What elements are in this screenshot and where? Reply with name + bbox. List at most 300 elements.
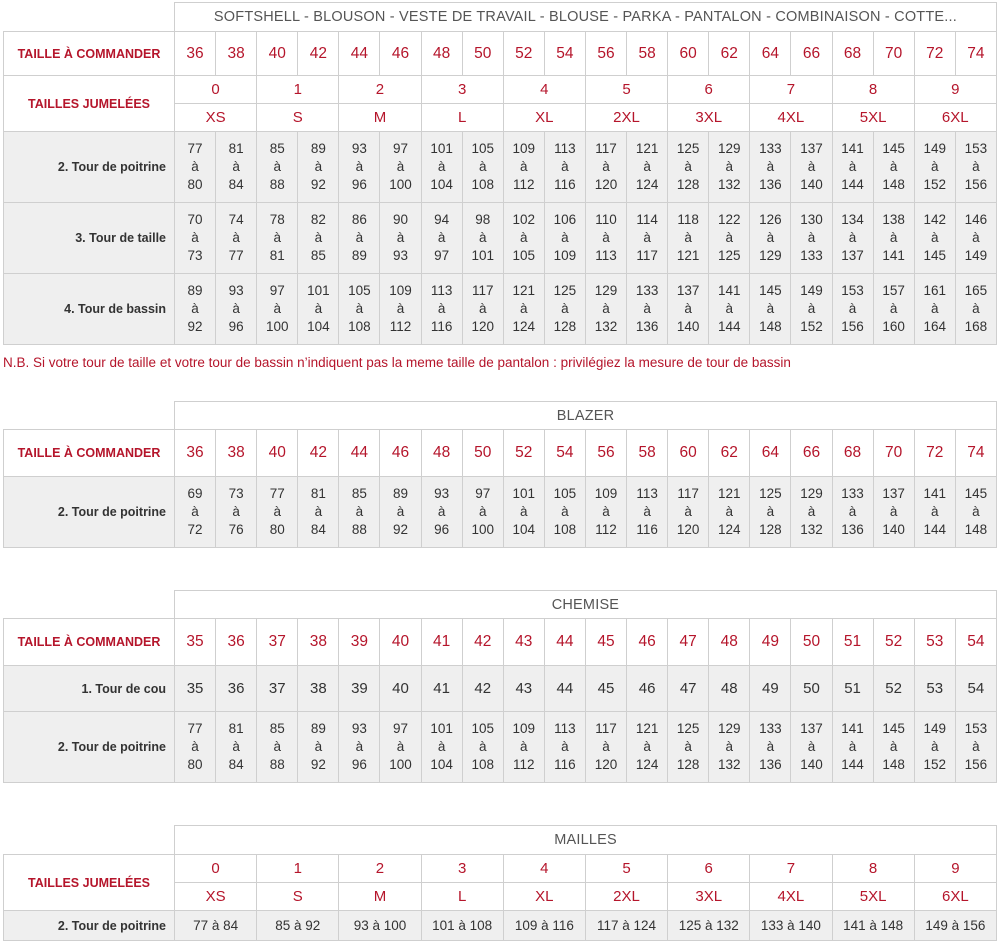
measure-range-cell [873, 132, 914, 203]
measure-range-cell [585, 712, 626, 783]
order-size-value: 52 [503, 32, 544, 76]
twin-size-number: 6 [668, 855, 750, 883]
measure-row-label: 3. Tour de taille [4, 203, 175, 274]
range-from: 101 [512, 486, 536, 501]
range-to: 88 [351, 522, 367, 537]
range-from: 134 [841, 212, 864, 227]
range-to: 97 [434, 248, 450, 263]
range-connector: à [807, 159, 816, 174]
range-to: 145 [923, 248, 946, 263]
range-from: 102 [512, 212, 536, 227]
twin-size-letter: 5XL [832, 104, 914, 132]
order-size-value: 47 [668, 619, 709, 666]
range-from: 93 [228, 283, 244, 298]
chest-range-value: 141 à 148 [832, 911, 914, 941]
range-to: 92 [310, 757, 326, 772]
neck-size-value: 35 [175, 666, 216, 712]
order-size-value: 46 [380, 430, 421, 477]
range-to: 148 [964, 522, 988, 537]
range-connector: à [232, 301, 240, 316]
range-to: 84 [228, 757, 244, 772]
range-connector: à [725, 504, 734, 519]
range-to: 144 [841, 177, 864, 192]
range-connector: à [355, 301, 364, 316]
range-to: 93 [393, 248, 409, 263]
measure-range-cell [955, 274, 996, 345]
measure-range-cell [873, 203, 914, 274]
order-size-value: 50 [462, 32, 503, 76]
range-to: 105 [512, 248, 536, 263]
order-size-value: 60 [668, 430, 709, 477]
range-to: 140 [800, 757, 823, 772]
measure-range-cell [257, 477, 298, 548]
range-to: 100 [471, 522, 494, 537]
range-connector: à [437, 739, 446, 754]
range-connector: à [766, 739, 775, 754]
range-from: 126 [759, 212, 782, 227]
range-to: 108 [553, 522, 577, 537]
range-connector: à [191, 159, 199, 174]
range-from: 118 [677, 212, 699, 227]
range-to: 148 [882, 757, 905, 772]
measure-range-cell [709, 274, 750, 345]
range-from: 106 [553, 212, 577, 227]
range-connector: à [684, 159, 692, 174]
range-connector: à [314, 301, 323, 316]
range-connector: à [191, 739, 199, 754]
range-to: 92 [393, 522, 409, 537]
range-from: 81 [228, 721, 244, 736]
range-to: 112 [595, 522, 617, 537]
range-to: 81 [269, 248, 285, 263]
twin-size-label: TAILLES JUMELÉES [4, 855, 175, 911]
range-to: 128 [553, 319, 577, 334]
range-from: 125 [676, 141, 700, 156]
range-from: 94 [434, 212, 450, 227]
range-from: 157 [882, 283, 905, 298]
range-from: 133 [759, 721, 782, 736]
twin-size-number: 2 [339, 76, 421, 104]
range-to: 140 [676, 319, 700, 334]
measure-range-cell [627, 132, 668, 203]
twin-size-letter: 4XL [750, 104, 832, 132]
range-connector: à [972, 159, 980, 174]
range-connector: à [396, 504, 405, 519]
measure-range-cell [503, 274, 544, 345]
range-to: 136 [759, 757, 782, 772]
range-to: 124 [512, 319, 536, 334]
twin-size-number: 6 [668, 76, 750, 104]
range-to: 168 [964, 319, 988, 334]
neck-size-value: 40 [380, 666, 421, 712]
range-from: 141 [841, 141, 864, 156]
measure-range-cell [709, 132, 750, 203]
range-connector: à [232, 159, 240, 174]
range-connector: à [520, 230, 528, 245]
order-size-value: 70 [873, 32, 914, 76]
measure-range-cell [544, 132, 585, 203]
range-to: 113 [595, 248, 617, 263]
range-to: 84 [310, 522, 326, 537]
measure-range-cell [503, 203, 544, 274]
range-connector: à [972, 301, 980, 316]
measure-range-cell [421, 203, 462, 274]
range-to: 132 [718, 177, 741, 192]
range-from: 113 [636, 486, 658, 501]
order-size-value: 42 [462, 619, 503, 666]
range-from: 77 [187, 721, 203, 736]
twin-size-number: 8 [832, 76, 914, 104]
range-to: 124 [718, 522, 741, 537]
measure-range-cell [421, 712, 462, 783]
range-connector: à [520, 301, 528, 316]
range-to: 100 [389, 757, 412, 772]
twin-size-letter: XL [503, 104, 585, 132]
range-from: 74 [228, 212, 244, 227]
range-to: 80 [187, 757, 203, 772]
range-connector: à [437, 230, 446, 245]
twin-size-letter: S [257, 883, 339, 911]
range-to: 96 [351, 757, 367, 772]
order-size-value: 43 [503, 619, 544, 666]
blazer-section [3, 401, 997, 548]
range-from: 149 [923, 141, 946, 156]
order-size-value: 66 [791, 430, 832, 477]
order-size-value: 42 [298, 430, 339, 477]
range-from: 133 [841, 486, 864, 501]
measure-range-cell [709, 712, 750, 783]
range-from: 129 [718, 721, 741, 736]
measure-range-cell [627, 477, 668, 548]
measure-range-cell [873, 712, 914, 783]
range-connector: à [684, 504, 692, 519]
range-connector: à [355, 504, 364, 519]
neck-size-value: 42 [462, 666, 503, 712]
range-to: 136 [635, 319, 659, 334]
range-from: 125 [553, 283, 577, 298]
range-from: 129 [594, 283, 618, 298]
neck-size-value: 41 [421, 666, 462, 712]
measure-range-cell [421, 274, 462, 345]
range-from: 145 [882, 721, 905, 736]
chemise-section [3, 590, 997, 783]
order-size-value: 38 [216, 32, 257, 76]
measure-range-cell [955, 203, 996, 274]
range-connector: à [437, 159, 446, 174]
range-connector: à [766, 301, 775, 316]
range-from: 142 [923, 212, 946, 227]
blazer-size-table [3, 401, 997, 548]
neck-size-value: 45 [585, 666, 626, 712]
order-size-value: 64 [750, 430, 791, 477]
range-connector: à [930, 301, 939, 316]
range-from: 122 [718, 212, 741, 227]
order-size-value: 54 [955, 619, 996, 666]
chest-range-value: 125 à 132 [668, 911, 750, 941]
range-to: 73 [187, 248, 203, 263]
order-size-value: 44 [544, 619, 585, 666]
range-to: 100 [265, 319, 289, 334]
order-size-value: 36 [216, 619, 257, 666]
range-from: 117 [595, 141, 617, 156]
chest-range-value: 133 à 140 [750, 911, 832, 941]
measure-range-cell [298, 274, 339, 345]
range-connector: à [972, 739, 980, 754]
twin-size-number: 0 [175, 76, 257, 104]
neck-size-value: 49 [750, 666, 791, 712]
range-from: 153 [964, 141, 988, 156]
range-connector: à [478, 159, 487, 174]
range-to: 112 [389, 319, 412, 334]
measure-range-cell [380, 203, 421, 274]
neck-size-value: 36 [216, 666, 257, 712]
range-connector: à [972, 230, 980, 245]
range-to: 121 [676, 248, 700, 263]
range-connector: à [684, 230, 692, 245]
range-connector: à [561, 739, 569, 754]
range-from: 89 [187, 283, 203, 298]
chest-range-value: 109 à 116 [503, 911, 585, 941]
twin-size-number: 1 [257, 855, 339, 883]
order-size-value: 64 [750, 32, 791, 76]
twin-size-number: 8 [832, 855, 914, 883]
range-connector: à [561, 159, 569, 174]
measure-range-cell [462, 477, 503, 548]
range-from: 101 [430, 721, 453, 736]
range-from: 133 [759, 141, 782, 156]
order-size-value: 41 [421, 619, 462, 666]
range-from: 161 [923, 283, 946, 298]
twin-size-letter: L [421, 104, 503, 132]
range-from: 129 [718, 141, 741, 156]
range-from: 105 [471, 721, 494, 736]
range-from: 145 [964, 486, 988, 501]
measure-range-cell [298, 203, 339, 274]
range-from: 101 [307, 283, 330, 298]
range-from: 138 [882, 212, 905, 227]
order-size-value: 58 [627, 32, 668, 76]
range-from: 105 [348, 283, 371, 298]
range-to: 88 [269, 177, 285, 192]
twin-size-number: 0 [175, 855, 257, 883]
twin-size-number: 4 [503, 76, 585, 104]
order-size-value: 40 [257, 430, 298, 477]
measure-range-cell [955, 477, 996, 548]
range-from: 137 [800, 141, 823, 156]
range-connector: à [191, 504, 199, 519]
measure-range-cell [216, 477, 257, 548]
range-connector: à [355, 739, 364, 754]
measure-range-cell [339, 203, 380, 274]
chest-range-value: 117 à 124 [585, 911, 667, 941]
range-connector: à [478, 301, 487, 316]
order-size-value: 48 [421, 32, 462, 76]
measure-range-cell [503, 477, 544, 548]
range-to: 129 [759, 248, 782, 263]
range-connector: à [889, 230, 898, 245]
measure-range-cell [503, 712, 544, 783]
range-connector: à [520, 504, 528, 519]
twin-size-number: 3 [421, 855, 503, 883]
range-connector: à [848, 739, 857, 754]
range-from: 90 [393, 212, 409, 227]
range-connector: à [643, 504, 651, 519]
twin-size-number: 7 [750, 855, 832, 883]
measure-range-cell [585, 477, 626, 548]
neck-size-value: 50 [791, 666, 832, 712]
measure-range-cell [709, 477, 750, 548]
measure-range-cell [380, 712, 421, 783]
twin-size-letter: S [257, 104, 339, 132]
range-from: 145 [759, 283, 782, 298]
measure-range-cell [832, 203, 873, 274]
range-to: 125 [718, 248, 741, 263]
range-connector: à [314, 504, 323, 519]
range-connector: à [561, 301, 569, 316]
range-from: 109 [389, 283, 412, 298]
twin-size-number: 4 [503, 855, 585, 883]
order-size-value: 37 [257, 619, 298, 666]
range-to: 108 [471, 757, 494, 772]
measure-range-cell [257, 132, 298, 203]
range-to: 128 [759, 522, 782, 537]
range-from: 133 [635, 283, 659, 298]
range-to: 89 [351, 248, 367, 263]
measure-range-cell [175, 203, 216, 274]
chemise-table-title: CHEMISE [175, 591, 997, 619]
chest-range-value: 93 à 100 [339, 911, 421, 941]
range-to: 76 [228, 522, 244, 537]
range-connector: à [561, 504, 569, 519]
order-size-value: 46 [380, 32, 421, 76]
range-connector: à [602, 301, 610, 316]
range-to: 124 [635, 757, 659, 772]
range-connector: à [643, 301, 651, 316]
range-from: 101 [430, 141, 453, 156]
order-size-value: 74 [955, 430, 996, 477]
neck-size-value: 38 [298, 666, 339, 712]
range-connector: à [889, 739, 898, 754]
measure-range-cell [257, 203, 298, 274]
measure-range-cell [585, 274, 626, 345]
range-connector: à [602, 230, 610, 245]
range-connector: à [273, 230, 281, 245]
neck-size-value: 39 [339, 666, 380, 712]
measure-range-cell [627, 203, 668, 274]
order-size-value: 68 [832, 430, 873, 477]
order-size-value: 58 [627, 430, 668, 477]
range-connector: à [396, 159, 405, 174]
order-size-value: 62 [709, 32, 750, 76]
range-to: 124 [635, 177, 659, 192]
twin-size-letter: 4XL [750, 883, 832, 911]
measure-range-cell [462, 132, 503, 203]
range-from: 149 [800, 283, 823, 298]
order-size-value: 38 [298, 619, 339, 666]
order-size-value: 66 [791, 32, 832, 76]
range-connector: à [643, 230, 651, 245]
range-to: 101 [471, 248, 494, 263]
measure-range-cell [914, 274, 955, 345]
measure-range-cell [339, 132, 380, 203]
mailles-table-title: MAILLES [175, 826, 997, 855]
measure-row-label: 2. Tour de poitrine [4, 477, 175, 548]
range-connector: à [643, 159, 651, 174]
order-size-label: TAILLE À COMMANDER [4, 32, 175, 76]
order-size-value: 62 [709, 430, 750, 477]
range-from: 117 [471, 283, 494, 298]
measure-range-cell [544, 274, 585, 345]
neck-size-value: 51 [832, 666, 873, 712]
measure-range-cell [668, 274, 709, 345]
measure-range-cell [791, 477, 832, 548]
order-size-value: 74 [955, 32, 996, 76]
measure-range-cell [627, 712, 668, 783]
order-size-value: 54 [544, 430, 585, 477]
range-from: 105 [553, 486, 577, 501]
range-to: 72 [187, 522, 203, 537]
range-connector: à [396, 739, 405, 754]
range-from: 97 [269, 283, 285, 298]
order-size-value: 46 [627, 619, 668, 666]
range-from: 89 [310, 721, 326, 736]
range-to: 100 [389, 177, 412, 192]
measure-range-cell [914, 477, 955, 548]
range-to: 120 [676, 522, 700, 537]
twin-size-number: 7 [750, 76, 832, 104]
order-size-value: 54 [544, 32, 585, 76]
range-from: 130 [800, 212, 823, 227]
neck-size-value: 43 [503, 666, 544, 712]
range-to: 116 [636, 522, 658, 537]
range-to: 116 [430, 319, 453, 334]
range-connector: à [232, 230, 240, 245]
range-from: 81 [228, 141, 244, 156]
range-to: 104 [430, 177, 453, 192]
measure-range-cell [668, 203, 709, 274]
measure-range-cell [216, 712, 257, 783]
measure-range-cell [380, 132, 421, 203]
range-to: 140 [882, 522, 905, 537]
range-to: 96 [228, 319, 244, 334]
range-from: 121 [635, 721, 659, 736]
range-connector: à [273, 739, 281, 754]
range-to: 120 [594, 757, 618, 772]
range-to: 104 [430, 757, 453, 772]
twin-size-letter: 5XL [832, 883, 914, 911]
measure-range-cell [791, 203, 832, 274]
range-to: 84 [228, 177, 244, 192]
range-from: 146 [964, 212, 988, 227]
range-connector: à [355, 230, 364, 245]
range-from: 109 [594, 486, 618, 501]
range-from: 105 [471, 141, 494, 156]
measure-range-cell [421, 132, 462, 203]
range-from: 121 [635, 141, 659, 156]
measure-range-cell [175, 274, 216, 345]
range-to: 112 [513, 757, 535, 772]
measure-range-cell [503, 132, 544, 203]
range-to: 96 [351, 177, 367, 192]
measure-range-cell [216, 274, 257, 345]
twin-size-label: TAILLES JUMELÉES [4, 76, 175, 132]
measure-range-cell [791, 274, 832, 345]
range-to: 80 [187, 177, 203, 192]
measure-range-cell [339, 712, 380, 783]
range-connector: à [191, 301, 199, 316]
order-size-value: 50 [462, 430, 503, 477]
range-to: 144 [841, 757, 864, 772]
